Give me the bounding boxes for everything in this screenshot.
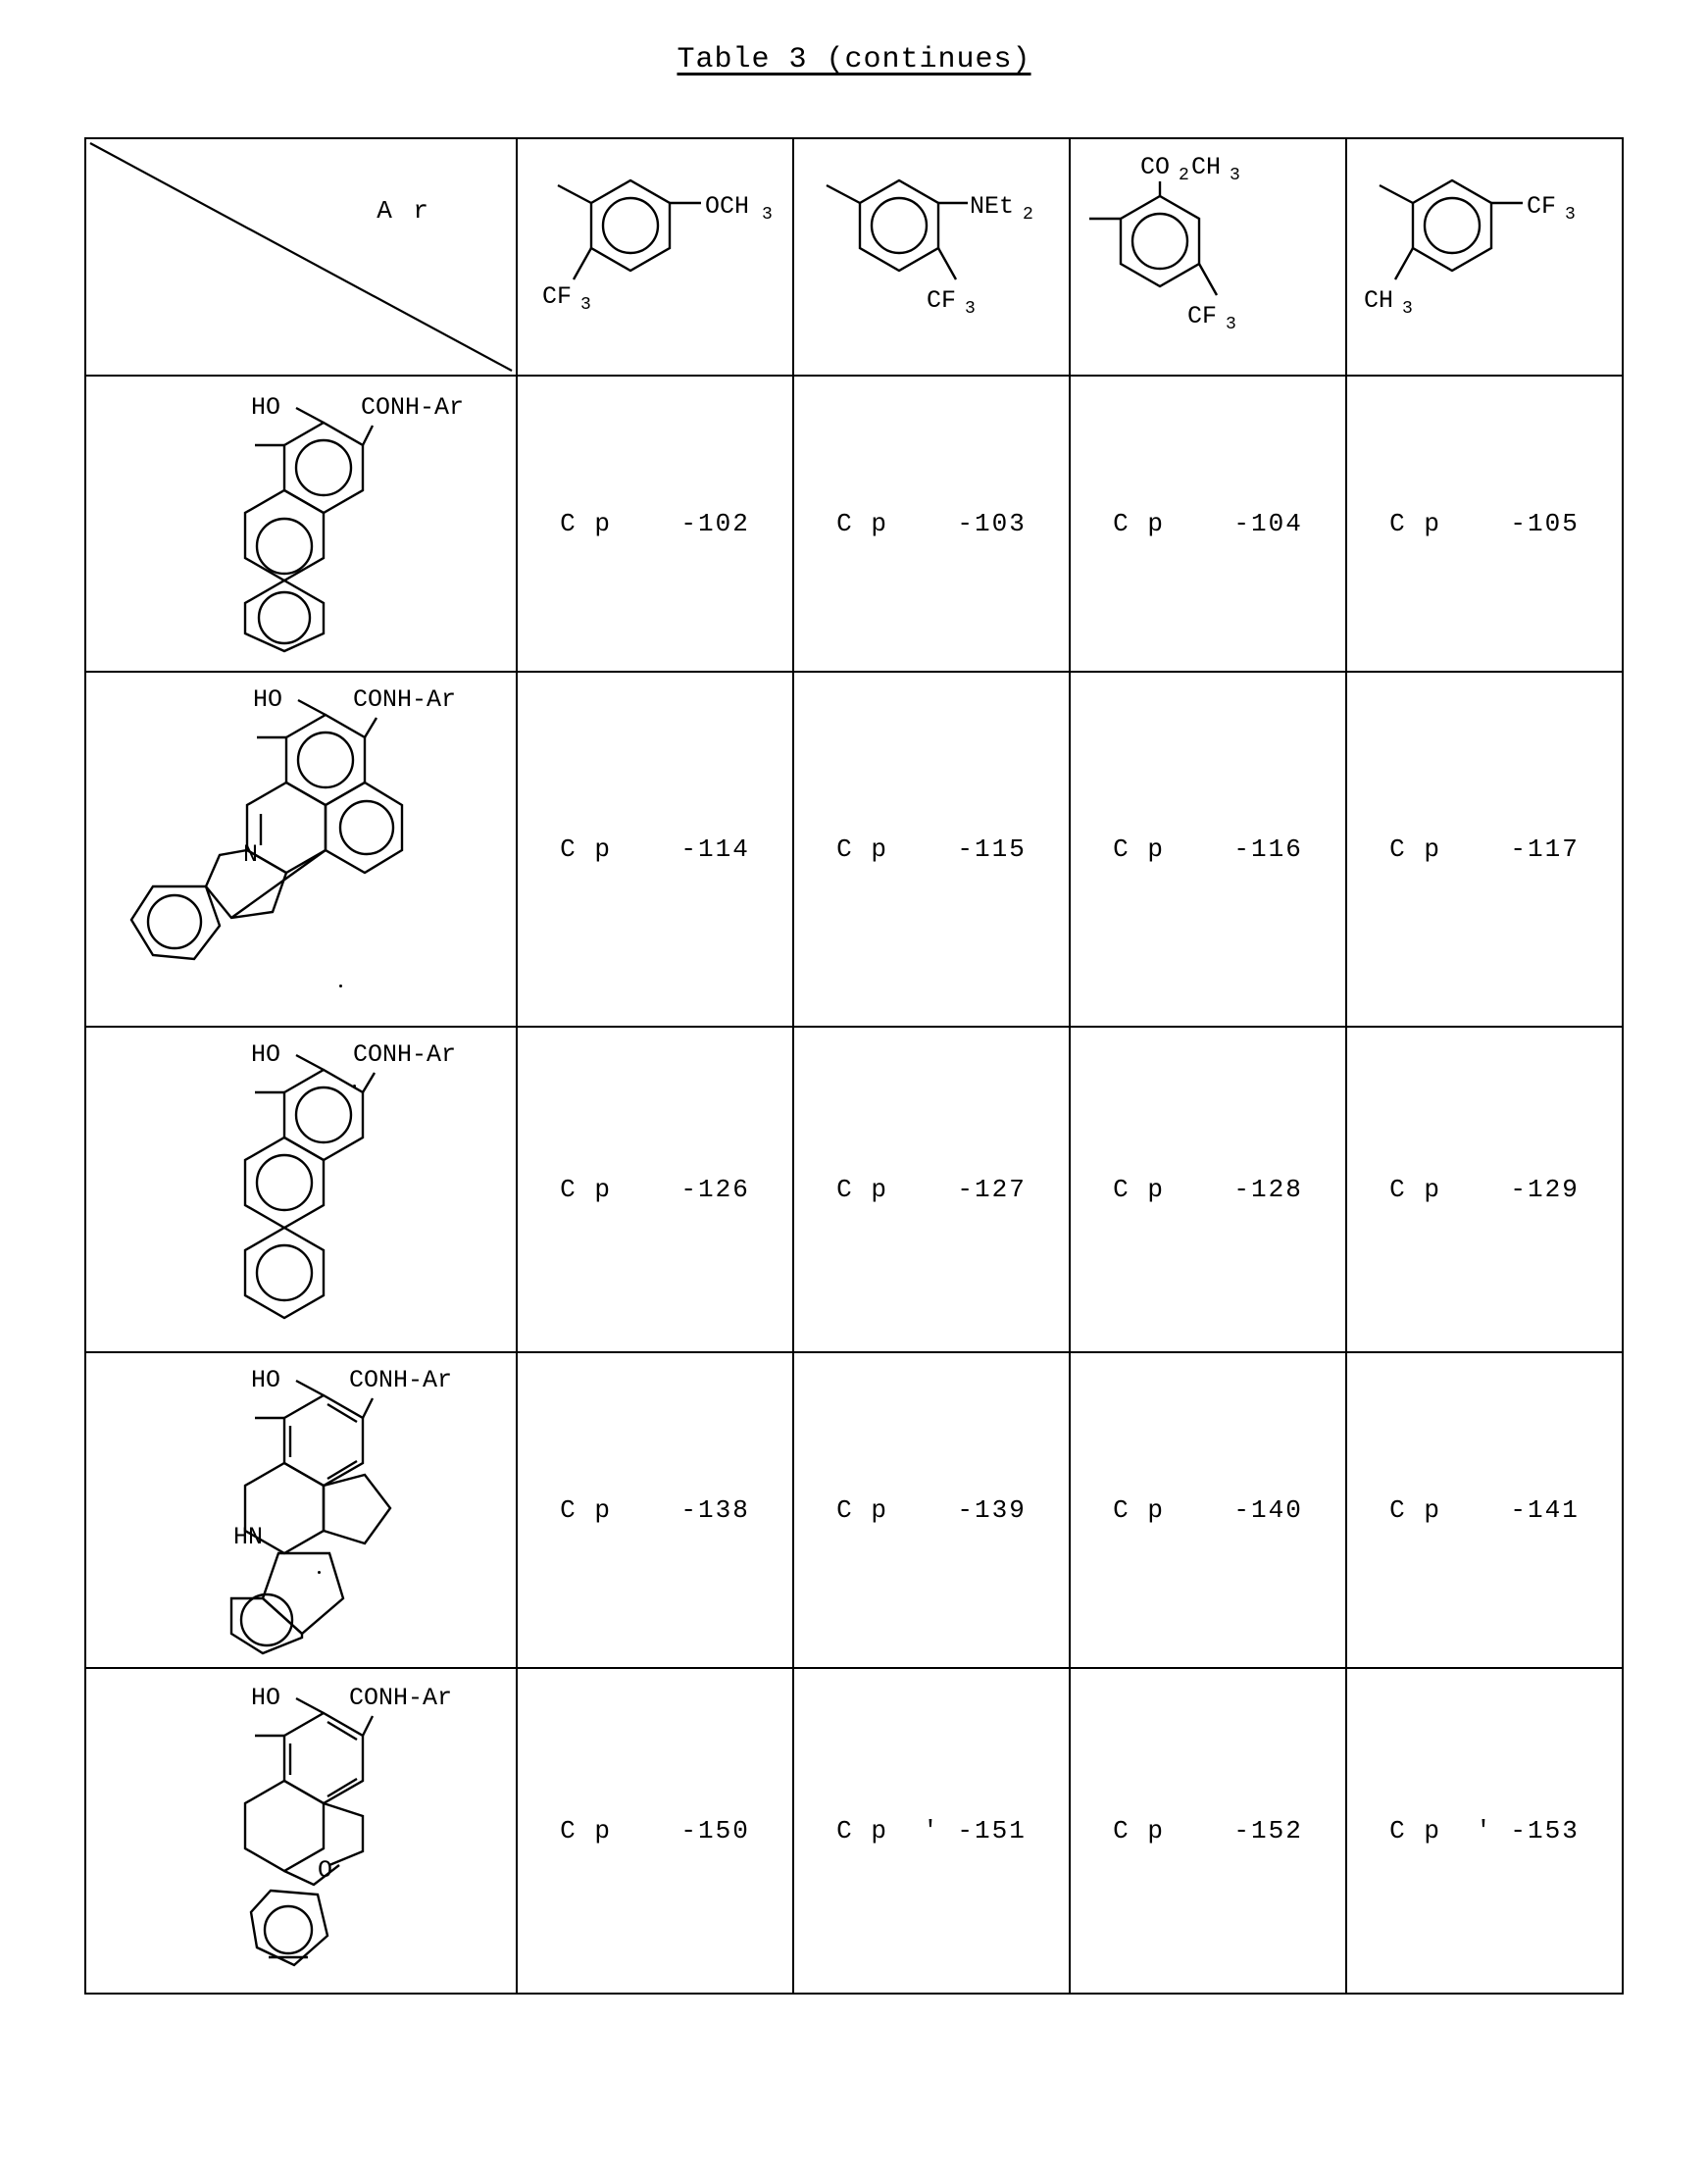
svg-text:OCH: OCH [705,192,750,221]
svg-text:CH: CH [1191,152,1222,181]
dibenzofuran-structure-icon [86,1669,518,1993]
svg-text:2: 2 [1179,165,1189,185]
code-cell: C p -140 [1070,1352,1346,1668]
indolo-fused-structure-icon [86,673,518,1026]
svg-text:CF: CF [1527,192,1557,221]
svg-text:CF: CF [542,282,573,311]
code-cell: C p -127 [793,1027,1070,1352]
header-col-1 [517,138,793,376]
svg-text:3: 3 [1402,299,1413,319]
header-corner-cell [85,138,517,376]
svg-text:CF: CF [927,286,957,315]
header-ar-label: A r [377,196,431,226]
svg-text:3: 3 [965,299,976,319]
table-row [85,672,1623,1027]
aryl-structure-och3-cf3-icon [523,144,787,370]
svg-text:CONH-Ar: CONH-Ar [353,685,457,714]
svg-text:2: 2 [1023,205,1033,225]
code-cell: C p -126 [517,1027,793,1352]
table-3 [84,137,1624,1995]
aryl-structure-net2-cf3-icon [799,144,1064,370]
svg-text:NEt: NEt [970,192,1015,221]
code-cell: C p -114 [517,672,793,1027]
structure-cell-row-4 [85,1352,517,1668]
page-title [0,0,1708,76]
code-cell: C p -104 [1070,376,1346,672]
table-row [85,1027,1623,1352]
code-cell: C p -103 [793,376,1070,672]
speck [353,1085,356,1087]
svg-text:CH: CH [1364,286,1394,315]
code-cell: C p ' -153 [1346,1668,1623,1994]
svg-text:CONH-Ar: CONH-Ar [349,1684,453,1712]
aryl-structure-cf3-ch3-icon [1352,144,1617,370]
svg-text:O: O [318,1856,333,1885]
table-header-row [85,138,1623,376]
svg-text:HO: HO [253,685,283,714]
carbazole-structure-icon [86,1353,518,1667]
code-cell: C p -139 [793,1352,1070,1668]
code-cell: C p ' -151 [793,1668,1070,1994]
code-cell: C p -152 [1070,1668,1346,1994]
code-cell: C p -138 [517,1352,793,1668]
svg-text:3: 3 [1226,314,1236,334]
svg-text:HO: HO [251,1684,281,1712]
page-title-text: Table 3 (continues) [677,43,1031,76]
structure-cell-row-3 [85,1027,517,1352]
table-row [85,376,1623,672]
svg-text:CONH-Ar: CONH-Ar [361,393,465,422]
svg-text:HO: HO [251,393,281,422]
svg-text:CONH-Ar: CONH-Ar [349,1366,453,1394]
table-row [85,1352,1623,1668]
code-cell: C p -129 [1346,1027,1623,1352]
naphthalene-structure-icon [86,379,518,669]
structure-cell-row-2 [85,672,517,1027]
code-cell: C p -128 [1070,1027,1346,1352]
svg-text:3: 3 [1230,165,1240,185]
code-cell: C p -150 [517,1668,793,1994]
svg-text:3: 3 [580,295,591,315]
anthracene-structure-icon [86,1028,518,1351]
header-col-3 [1070,138,1346,376]
aryl-structure-co2ch3-cf3-icon [1076,142,1340,373]
svg-text:CO: CO [1140,152,1171,181]
speck [318,1571,321,1574]
code-cell: C p -141 [1346,1352,1623,1668]
svg-text:HO: HO [251,1366,281,1394]
code-cell: C p -117 [1346,672,1623,1027]
structure-cell-row-1 [85,376,517,672]
svg-text:3: 3 [1565,205,1576,225]
svg-text:CONH-Ar: CONH-Ar [353,1040,457,1069]
svg-text:HO: HO [251,1040,281,1069]
code-cell: C p -102 [517,376,793,672]
svg-text:CF: CF [1187,301,1218,330]
svg-text:3: 3 [762,205,773,225]
code-cell: C p -115 [793,672,1070,1027]
structure-cell-row-5 [85,1668,517,1994]
table-row [85,1668,1623,1994]
speck [339,985,342,987]
diagonal-divider-icon [86,139,516,375]
code-cell: C p -105 [1346,376,1623,672]
svg-text:HN: HN [233,1523,264,1551]
header-col-2 [793,138,1070,376]
header-col-4 [1346,138,1623,376]
svg-text:N: N [243,840,259,869]
code-cell: C p -116 [1070,672,1346,1027]
